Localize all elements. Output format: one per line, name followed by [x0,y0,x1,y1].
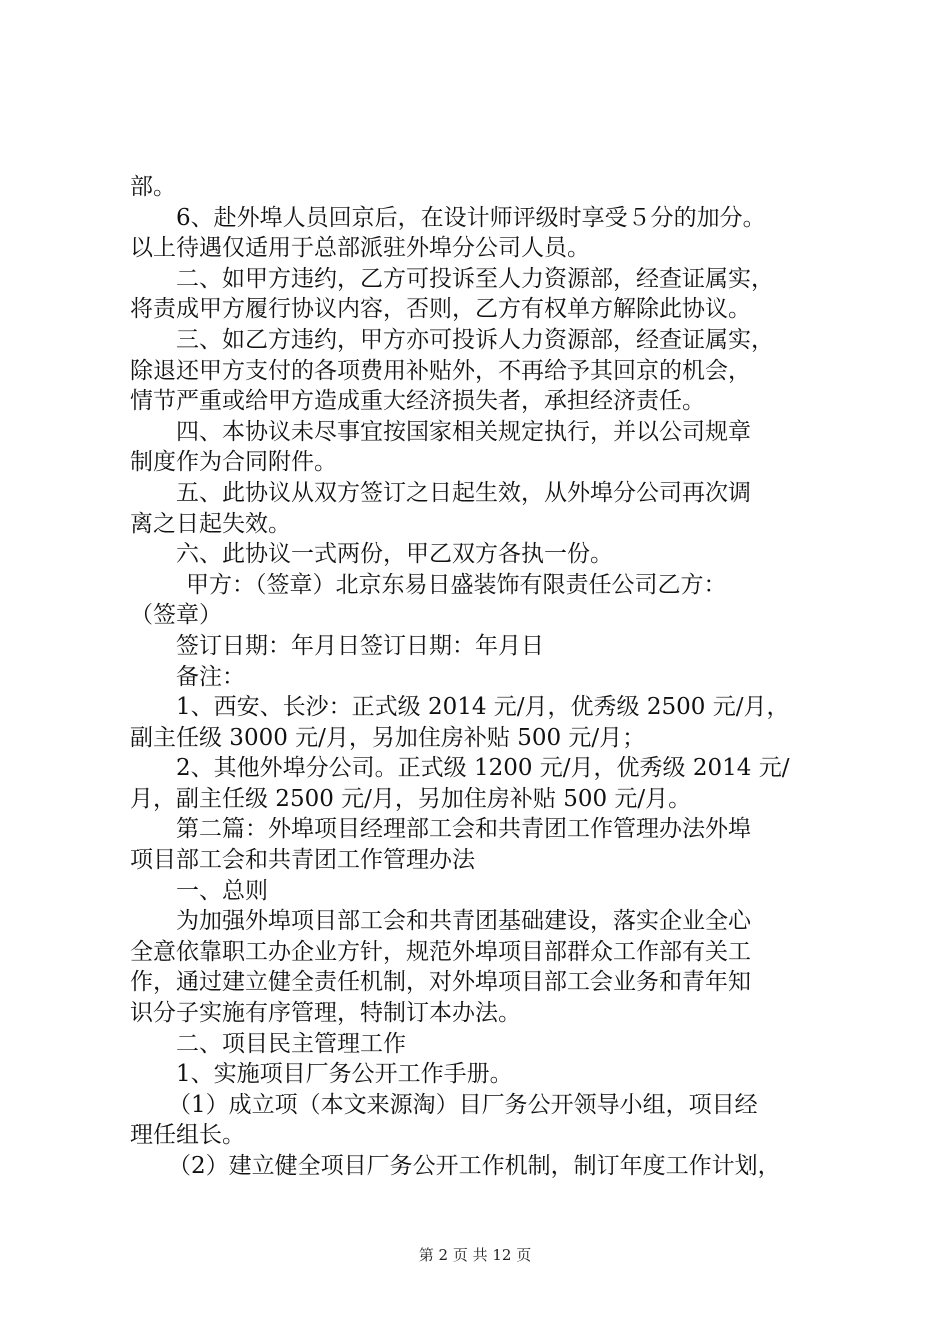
text-line: 识分子实施有序管理，特制订本办法。 [130,1000,521,1027]
section-title: 项目部工会和共青团工作管理办法 [130,847,475,874]
page-number: 第 2 页 共 12 页 [418,1246,532,1264]
text-line: 离之日起失效。 [130,510,291,537]
heading: 一、总则 [176,877,268,904]
text-line: 除退还甲方支付的各项费用补贴外，不再给予其回京的机会， [130,357,751,384]
text-line: 1、西安、长沙：正式级 2014 元/月，优秀级 2500 元/月， [176,694,790,721]
text-line: （签章） [130,602,222,629]
text-line: 2、其他外埠分公司。正式级 1200 元/月，优秀级 2014 元/ [176,755,790,782]
text-line: 全意依靠职工办企业方针，规范外埠项目部群众工作部有关工 [130,938,751,965]
text-line: （2）建立健全项目厂务公开工作机制，制订年度工作计划， [168,1153,781,1179]
text-line: 签订日期：年月日签订日期：年月日 [176,632,544,659]
text-line: 六、此协议一式两份，甲乙双方各执一份。 [176,541,613,568]
heading: 二、项目民主管理工作 [176,1030,406,1057]
section-title: 第二篇：外埠项目经理部工会和共青团工作管理办法外埠 [176,816,751,843]
text-line: 以上待遇仅适用于总部派驻外埠分公司人员。 [130,235,590,262]
text-line: （1）成立项（本文来源淘）目厂务公开领导小组，项目经 [168,1091,758,1118]
text-line: 制度作为合同附件。 [130,449,337,476]
text-line: 作，通过建立健全责任机制，对外埠项目部工会业务和青年知 [130,969,751,996]
text-line: 6、赴外埠人员回京后，在设计师评级时享受５分的加分。 [176,204,766,231]
text-line: 甲方：（签章）北京东易日盛装饰有限责任公司乙方： [186,571,727,598]
document-body [130,172,830,1182]
text-line: 副主任级 3000 元/月，另加住房补贴 500 元/月； [130,724,646,751]
text-line: 四、本协议未尽事宜按国家相关规定执行，并以公司规章 [176,418,751,445]
text-line: 为加强外埠项目部工会和共青团基础建设，落实企业全心 [176,908,751,935]
text-line: 五、此协议从双方签订之日起生效，从外埠分公司再次调 [176,479,751,506]
text-line: 情节严重或给甲方造成重大经济损失者，承担经济责任。 [130,388,705,415]
text-line: 将责成甲方履行协议内容，否则，乙方有权单方解除此协议。 [130,296,751,323]
text-line: 三、如乙方违约，甲方亦可投诉人力资源部，经查证属实， [176,326,774,353]
text-line: 二、如甲方违约，乙方可投诉至人力资源部，经查证属实， [176,265,774,292]
text-line: 理任组长。 [130,1122,245,1149]
text-line: 备注： [176,663,245,690]
text-line: 1、实施项目厂务公开工作手册。 [176,1061,513,1088]
text-line: 月，副主任级 2500 元/月，另加住房补贴 500 元/月。 [130,785,692,812]
text-line: 部。 [130,174,176,200]
